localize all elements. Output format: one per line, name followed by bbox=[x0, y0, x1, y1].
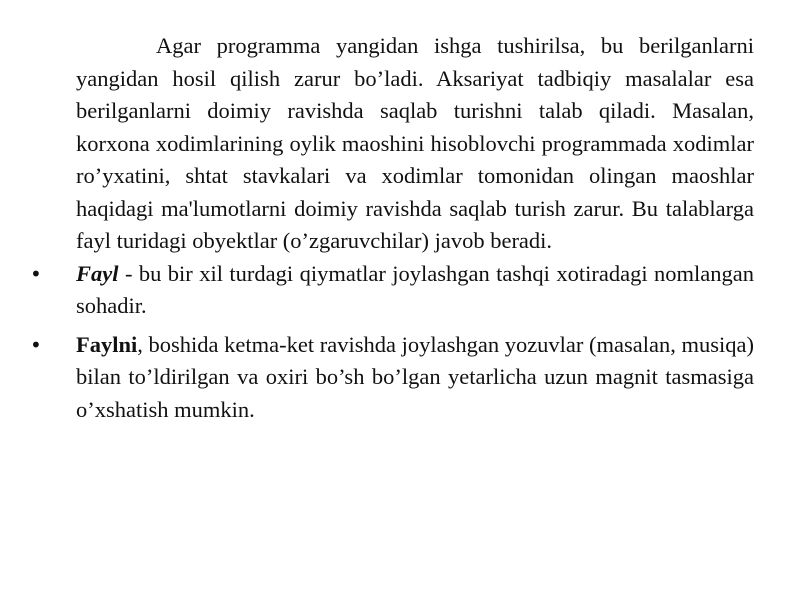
definition-fayl: - bu bir xil turdagi qiymatlar joylashgan tashqi xotiradagi nomlangan sohadir. bbox=[76, 260, 754, 318]
slide-content bbox=[30, 30, 754, 426]
bullet-item-fayl bbox=[30, 258, 754, 323]
bullet-icon: • bbox=[30, 261, 42, 286]
intro-paragraph: Agar programma yangidan ishga tushirilsa, bu berilganlarni yangidan hosil qilish zarur bo’ladi. Aksariyat tadbiqiy masalalar esa berilganlarni doimiy ravishda saqlab turishni talab qiladi. Masalan, korxona xodimlarining oylik maoshini hisoblovchi programmada xodimlar ro’yxatini, shtat stavkalari va xodimlar tomonidan olingan maoshlar haqidagi ma'lumotlarni doimiy ravishda saqlab turish zarur. Bu talablarga fayl turidagi obyektlar (o’zgaruvchilar) javob beradi. bbox=[76, 33, 754, 253]
term-faylni: Faylni bbox=[76, 331, 138, 357]
description-faylni: , boshida ketma-ket ravishda joylashgan yozuvlar (masalan, musiqa) bilan to’ldirilgan va oxiri bo’sh bo’lgan yetarlicha uzun magnit tasmasiga o’xshatish mumkin. bbox=[76, 331, 754, 422]
bullet-item-faylni bbox=[30, 329, 754, 427]
term-fayl: Fayl bbox=[76, 260, 119, 286]
bullet-icon: • bbox=[30, 332, 42, 357]
